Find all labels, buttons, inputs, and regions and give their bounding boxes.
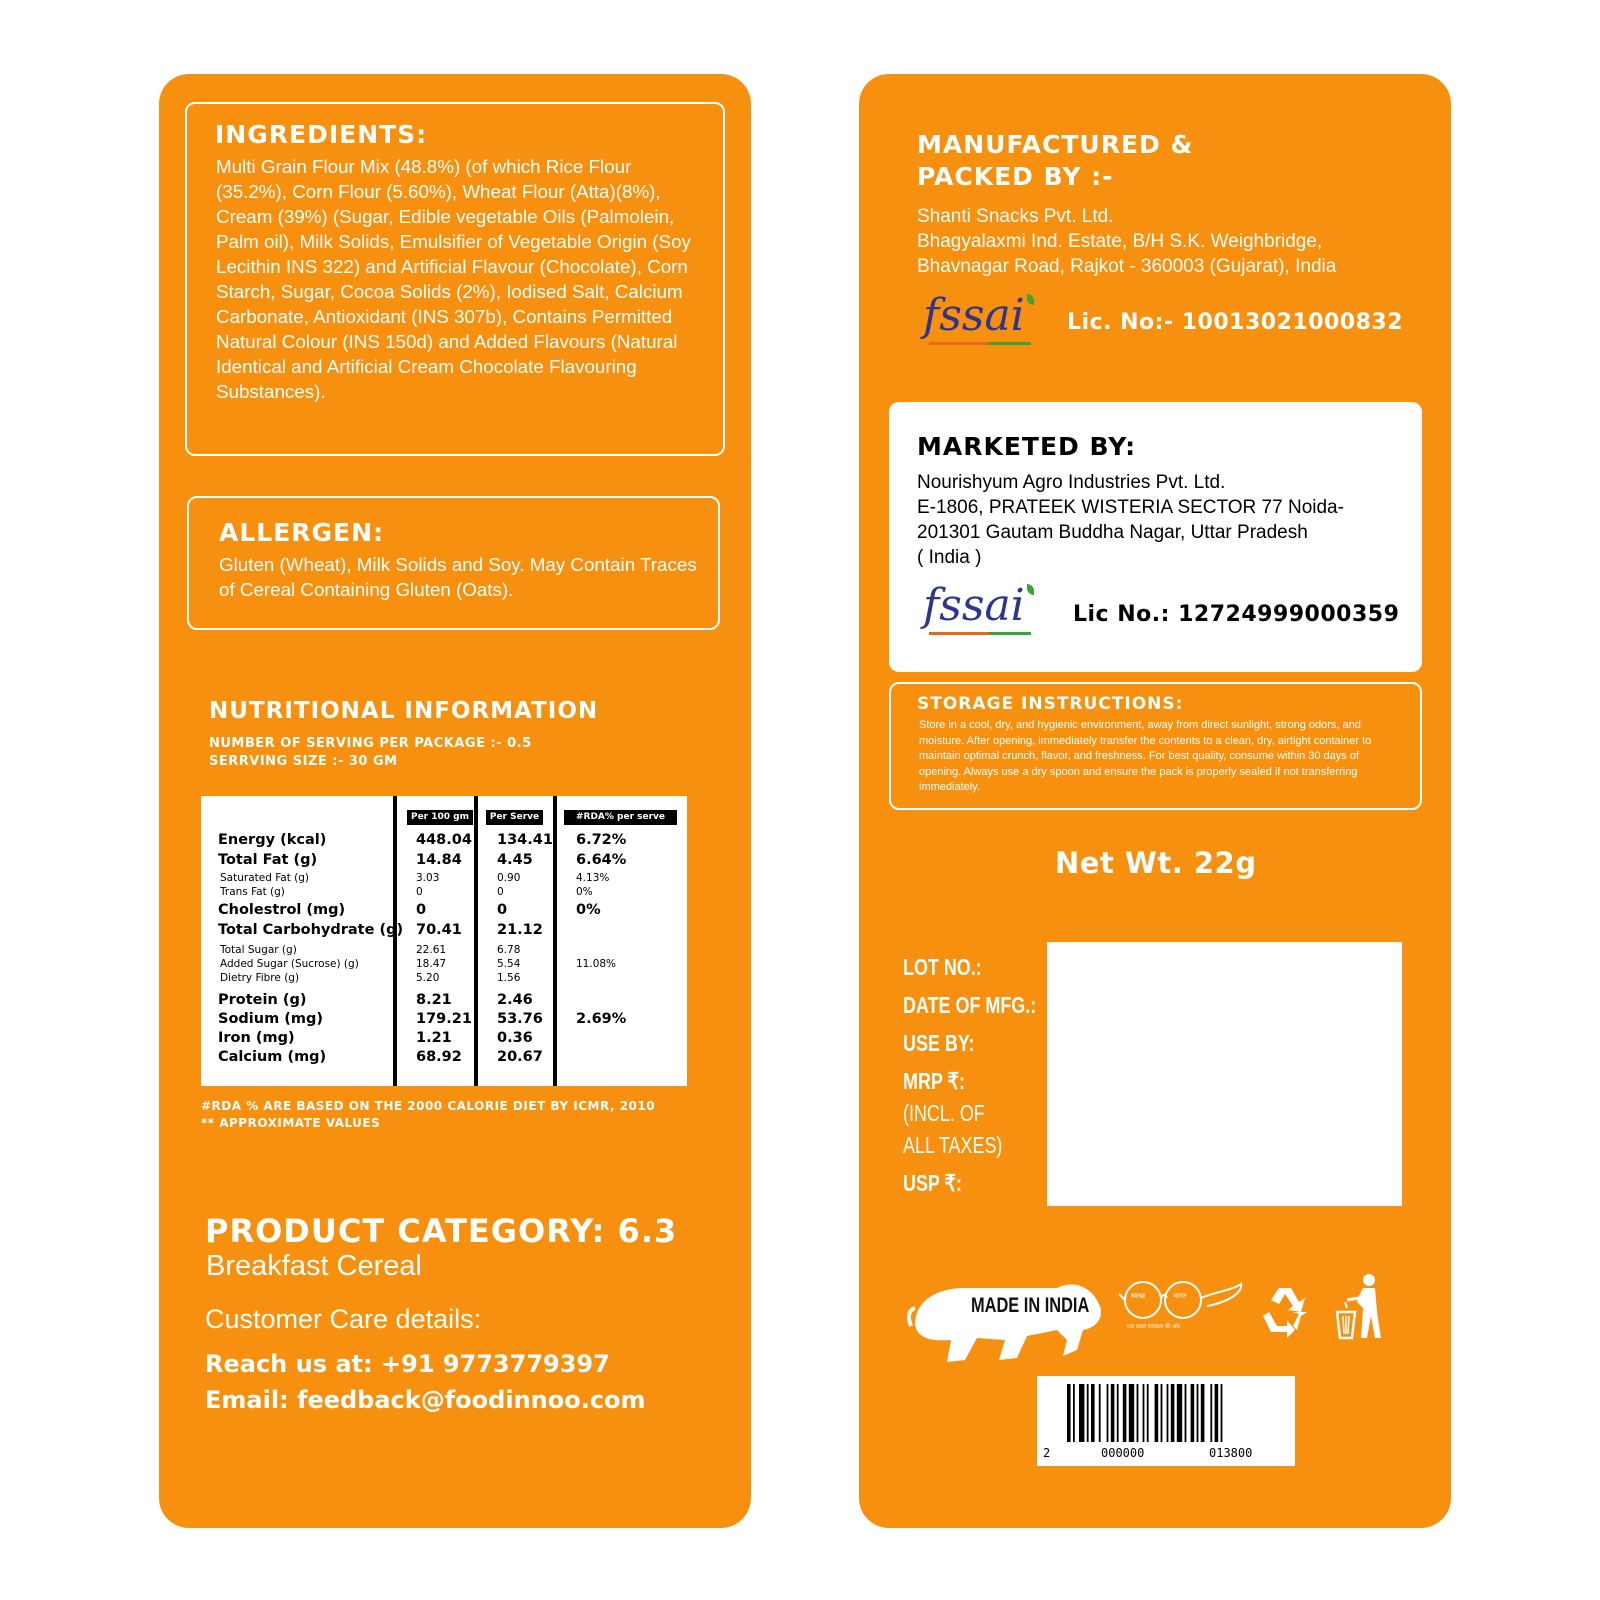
customer-care-phone: Reach us at: +91 9773779397	[205, 1350, 610, 1378]
nutrient-name: Saturated Fat (g)	[220, 872, 310, 884]
marketer-title: MARKETED BY:	[917, 432, 1137, 461]
per-serve-value: 0.90	[497, 872, 521, 884]
mrp-incl-taxes-1: (INCL. OF	[903, 1100, 985, 1126]
manufacturer-title-line2: PACKED BY :-	[917, 162, 1114, 191]
nutrient-name: Cholestrol (mg)	[218, 902, 346, 918]
manufacturer-address-1: Bhagyalaxmi Ind. Estate, B/H S.K. Weighbridge,	[917, 231, 1323, 252]
barcode-bar	[1067, 1384, 1071, 1442]
fssai-logo	[923, 290, 1025, 341]
rda-value: 6.72%	[576, 832, 627, 848]
nutrient-name: Trans Fat (g)	[220, 886, 285, 898]
barcode-bar	[1123, 1384, 1127, 1442]
ingredients-box	[185, 102, 725, 456]
barcode-bar	[1137, 1384, 1139, 1442]
marketer-address-1: E-1806, PRATEEK WISTERIA SECTOR 77 Noida-	[917, 497, 1344, 518]
fssai-logo-text: fssai	[923, 290, 1025, 341]
manufacturer-address-2: Bhavnagar Road, Rajkot - 360003 (Gujarat), India	[917, 256, 1337, 277]
header-rda-per-serve: #RDA% per serve	[564, 810, 677, 825]
mrp-incl-taxes-2: ALL TAXES)	[903, 1132, 1003, 1158]
fssai-stripe-icon	[929, 632, 989, 635]
table-divider	[393, 796, 397, 1086]
barcode-bar	[1177, 1384, 1182, 1442]
right-label-panel	[859, 74, 1451, 1528]
per-serve-value: 0	[497, 902, 508, 918]
barcode-digit-1: 2	[1043, 1446, 1051, 1460]
manufacturer-title-line1: MANUFACTURED &	[917, 130, 1194, 159]
fssai-stripe-icon	[989, 632, 1031, 635]
made-in-india-lion-icon	[907, 1270, 1107, 1366]
nutrient-name: Calcium (mg)	[218, 1049, 327, 1065]
nutrient-name: Sodium (mg)	[218, 1011, 323, 1027]
barcode-bar	[1221, 1384, 1223, 1442]
barcode-bar	[1197, 1384, 1199, 1442]
customer-care-email: Email: feedback@foodinnoo.com	[205, 1386, 646, 1414]
barcode-bar	[1215, 1384, 1219, 1442]
barcode-bar	[1171, 1384, 1175, 1442]
mrp-label: MRP ₹:	[903, 1068, 965, 1094]
customer-care-title: Customer Care details:	[205, 1304, 482, 1334]
manufacturer-name: Shanti Snacks Pvt. Ltd.	[917, 206, 1114, 227]
per-100gm-value: 8.21	[416, 992, 452, 1008]
batch-info-box	[1047, 942, 1402, 1206]
recycle-icon	[1257, 1282, 1313, 1338]
rda-value: 0%	[576, 886, 593, 898]
allergen-box	[187, 496, 720, 630]
product-category-title: PRODUCT CATEGORY: 6.3	[205, 1212, 678, 1250]
approx-footnote: ** APPROXIMATE VALUES	[201, 1116, 381, 1130]
per-100gm-value: 0	[416, 902, 427, 918]
barcode-bar	[1129, 1384, 1134, 1442]
table-divider	[553, 796, 557, 1086]
per-100gm-value: 448.04	[416, 832, 472, 848]
swachh-text: स्वच्छ	[1131, 1293, 1146, 1300]
swachh-bharat-glasses-icon	[1115, 1272, 1245, 1342]
barcode-bar	[1091, 1384, 1095, 1442]
usp-label: USP ₹:	[903, 1170, 962, 1196]
per-serve-value: 2.46	[497, 992, 533, 1008]
nutrient-name: Total Fat (g)	[218, 852, 318, 868]
allergen-title: ALLERGEN:	[219, 518, 385, 547]
rda-value: 4.13%	[576, 872, 610, 884]
barcode-bar	[1155, 1384, 1159, 1442]
per-100gm-value: 68.92	[416, 1049, 462, 1065]
bharat-text: भारत	[1173, 1293, 1187, 1300]
rda-value: 2.69%	[576, 1011, 627, 1027]
per-serve-value: 134.41	[497, 832, 553, 848]
rda-footnote: #RDA % ARE BASED ON THE 2000 CALORIE DIET BY ICMR, 2010	[201, 1099, 656, 1113]
per-100gm-value: 22.61	[416, 944, 447, 956]
serving-size: SERRVING SIZE :- 30 GM	[209, 754, 398, 769]
swachh-tagline: एक कदम स्वच्छता की ओर	[1127, 1324, 1180, 1330]
rda-value: 11.08%	[576, 958, 617, 970]
product-category-name: Breakfast Cereal	[206, 1250, 422, 1282]
marketer-name: Nourishyum Agro Industries Pvt. Ltd.	[917, 472, 1226, 493]
fssai-logo	[923, 580, 1025, 631]
fssai-stripe-icon	[989, 342, 1031, 345]
barcode-bar	[1073, 1384, 1075, 1442]
rda-value: 6.64%	[576, 852, 627, 868]
barcode-bars-icon	[1037, 1376, 1295, 1446]
per-100gm-value: 18.47	[416, 958, 447, 970]
fssai-leaf-icon	[1027, 294, 1034, 305]
servings-per-package: NUMBER OF SERVING PER PACKAGE :- 0.5	[209, 736, 532, 751]
per-serve-value: 5.54	[497, 958, 521, 970]
per-100gm-value: 1.21	[416, 1030, 452, 1046]
nutrition-title: NUTRITIONAL INFORMATION	[209, 698, 599, 724]
rda-value: 0%	[576, 902, 601, 918]
marketer-address-3: ( India )	[917, 547, 982, 568]
barcode-bar	[1087, 1384, 1089, 1442]
marketer-address-2: 201301 Gautam Buddha Nagar, Uttar Pradesh	[917, 522, 1308, 543]
manufacturer-license: Lic. No:- 10013021000832	[1067, 310, 1404, 335]
barcode-bar	[1191, 1384, 1195, 1442]
per-100gm-value: 179.21	[416, 1011, 472, 1027]
barcode-bar	[1117, 1384, 1119, 1442]
table-divider	[474, 796, 478, 1086]
per-serve-value: 1.56	[497, 972, 521, 984]
barcode-bar	[1143, 1384, 1145, 1442]
mfg-date-label: DATE OF MFG.:	[903, 992, 1037, 1018]
net-weight: Net Wt. 22g	[1055, 846, 1257, 880]
per-serve-value: 4.45	[497, 852, 533, 868]
ingredients-title: INGREDIENTS:	[215, 120, 428, 149]
lot-number-label: LOT NO.:	[903, 954, 982, 980]
header-per-100gm: Per 100 gm	[407, 810, 473, 825]
barcode-bar	[1210, 1384, 1212, 1442]
ingredients-text: Multi Grain Flour Mix (48.8%) (of which Rice Flour (35.2%), Corn Flour (5.60%), Wheat Flour (Atta)(8%), Cream (39%) (Sugar, Edible vegetable Oils (Palmolein, Palm oil), Milk Solids, Emulsifier of Vegetable Origin (Soy Lecithin INS 322) and Artificial Flavour (Chocolate), Corn Starch, Sugar, Cocoa Solids (2%), Iodised Salt, Calcium Carbonate, Antioxidant (INS 307b), Contains Permitted Natural Colour (INS 150d) and Added Flavours (Natural Identical and Artificial Cream Chocolate Flavouring Substances).	[216, 156, 691, 402]
storage-title: STORAGE INSTRUCTIONS:	[917, 694, 1184, 714]
storage-box	[889, 682, 1422, 810]
per-100gm-value: 0	[416, 886, 423, 898]
per-serve-value: 0	[497, 886, 504, 898]
made-in-india-text: MADE IN INDIA	[971, 1294, 1090, 1317]
per-serve-value: 0.36	[497, 1030, 533, 1046]
per-100gm-value: 70.41	[416, 922, 462, 938]
per-serve-value: 53.76	[497, 1011, 543, 1027]
barcode-bar	[1111, 1384, 1115, 1442]
barcode-bar	[1099, 1384, 1101, 1442]
barcode-digits-3: 013800	[1209, 1446, 1253, 1460]
barcode-digits-2: 000000	[1101, 1446, 1145, 1460]
allergen-text: Gluten (Wheat), Milk Solids and Soy. May Contain Traces of Cereal Containing Gluten (Oats).	[219, 554, 697, 600]
per-serve-value: 20.67	[497, 1049, 543, 1065]
barcode-bar	[1167, 1384, 1169, 1442]
barcode-bar	[1185, 1384, 1187, 1442]
left-label-panel	[159, 74, 751, 1528]
fssai-stripe-icon	[929, 342, 989, 345]
barcode-bar	[1201, 1384, 1205, 1442]
nutrient-name: Iron (mg)	[218, 1030, 295, 1046]
barcode	[1037, 1376, 1295, 1466]
fssai-logo-text: fssai	[923, 580, 1025, 631]
nutrient-name: Protein (g)	[218, 992, 307, 1008]
barcode-bar	[1147, 1384, 1149, 1442]
nutrient-name: Added Sugar (Sucrose) (g)	[220, 958, 359, 970]
nutrient-name: Dietry Fibre (g)	[220, 972, 300, 984]
per-100gm-value: 14.84	[416, 852, 462, 868]
marketer-box	[889, 402, 1422, 672]
per-100gm-value: 5.20	[416, 972, 440, 984]
per-serve-value: 6.78	[497, 944, 521, 956]
fssai-leaf-icon	[1027, 584, 1034, 595]
dispose-bin-icon	[1335, 1272, 1385, 1342]
nutrient-name: Total Carbohydrate (g)	[218, 922, 404, 938]
per-serve-value: 21.12	[497, 922, 543, 938]
storage-text: Store in a cool, dry, and hygienic environment, away from direct sunlight, strong odors, and moisture. After opening, immediately transfer the contents to a clean, dry, airtight container to maintain optimal crunch, flavor, and freshness. For best quality, consume within 30 days of opening. Always use a dry spoon and ensure the pack is properly sealed if not transferring immediately.	[919, 719, 1372, 793]
marketer-license: Lic No.: 12724999000359	[1073, 602, 1400, 627]
barcode-bar	[1161, 1384, 1163, 1442]
per-100gm-value: 3.03	[416, 872, 440, 884]
nutrient-name: Total Sugar (g)	[220, 944, 297, 956]
barcode-bar	[1079, 1384, 1084, 1442]
barcode-bar	[1107, 1384, 1109, 1442]
nutrient-name: Energy (kcal)	[218, 832, 327, 848]
nutrition-table	[201, 796, 687, 1086]
use-by-label: USE BY:	[903, 1030, 975, 1056]
header-per-serve: Per Serve	[486, 810, 543, 825]
